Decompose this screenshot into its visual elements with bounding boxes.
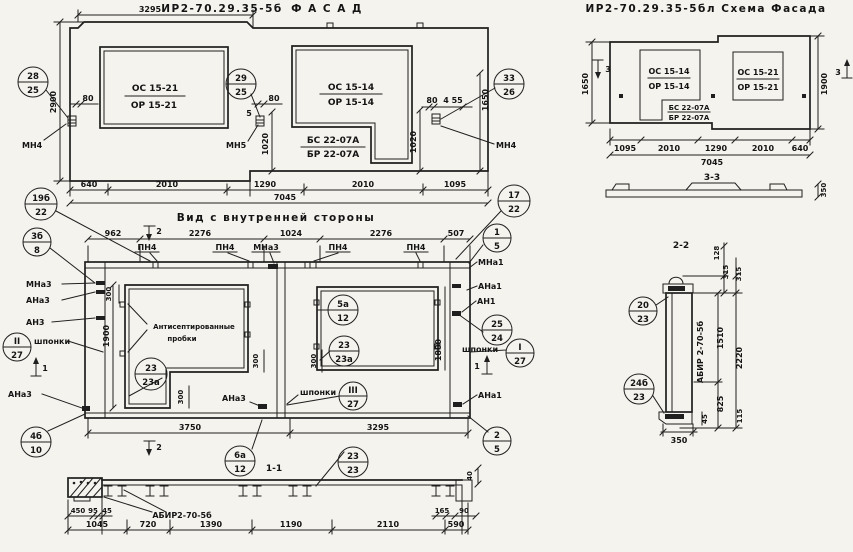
balloon-bottom: 8	[34, 246, 40, 256]
door-mark: БС 22-07А	[668, 104, 710, 112]
section-mark-1: 1	[474, 362, 480, 371]
balloon-top: II	[13, 337, 21, 347]
dim: 315	[735, 266, 743, 282]
dim: 1650	[481, 88, 490, 112]
dim: 962	[104, 229, 122, 238]
balloon-top: 4б	[30, 432, 42, 442]
section-mark-3: 3	[835, 68, 841, 77]
dim: 45	[701, 414, 709, 424]
section-2-2-drawing	[653, 241, 744, 445]
dim: 720	[139, 520, 157, 529]
dim-total: 7045	[700, 158, 724, 167]
dim: 95	[88, 507, 98, 515]
dim: 300	[105, 286, 113, 302]
shponki-label: шпонки	[300, 388, 337, 397]
dim: 2010	[155, 180, 179, 189]
facade-code: ИР2-70.29.35-5б	[161, 3, 283, 15]
pn4-label: ПН4	[137, 243, 157, 252]
dim: 300	[310, 353, 318, 369]
section-mark-2: 2	[156, 443, 162, 452]
section-mark-2: 2	[156, 227, 162, 236]
ana3-label: АНа3	[26, 296, 50, 305]
mna3-label: МНа3	[26, 280, 52, 289]
mna3-label: МНа3	[253, 243, 279, 252]
scheme-title: ИР2-70.29.35-5бл Схема Фасада	[585, 3, 827, 15]
inner-dimensions	[31, 282, 492, 456]
section-3-3-label: 3-3	[703, 173, 721, 183]
balloon-24b-23	[624, 374, 654, 404]
door-mark: БР 22-07А	[668, 114, 710, 122]
window-mark: ОС 15-21	[737, 68, 779, 77]
dim: 300	[177, 389, 185, 405]
dim: 3295	[366, 423, 390, 432]
mn4-label: МН4	[22, 141, 43, 150]
dim: 2220	[735, 346, 744, 370]
balloon-bottom: 10	[30, 446, 42, 456]
balloon-top: 29	[235, 74, 247, 84]
an1-label: АН1	[477, 297, 496, 306]
dim: 40	[466, 471, 474, 481]
dim: 3750	[178, 423, 202, 432]
door-mark: БС 22-07А	[306, 136, 360, 146]
balloon-2-5	[483, 427, 511, 455]
dim: 80	[82, 94, 94, 103]
balloon-top: 17	[508, 191, 520, 201]
inner-pn4-labels	[135, 243, 428, 263]
window-mark: ОС 15-21	[131, 84, 179, 94]
dim: 80	[426, 96, 438, 105]
dim: 1290	[253, 180, 277, 189]
scheme-loop-marks	[619, 94, 806, 98]
dim: 350	[820, 182, 828, 198]
balloon-23-23a-right	[329, 336, 359, 366]
balloon-top: 24б	[630, 379, 648, 389]
balloon-bottom: 27	[11, 351, 23, 361]
dim: 1190	[279, 520, 303, 529]
balloon-bottom: 23	[637, 315, 649, 325]
ana3-label: АНа3	[222, 394, 246, 403]
section-mark-3: 3	[605, 65, 611, 74]
dim: 350	[670, 436, 688, 445]
dim: 45	[102, 507, 112, 515]
balloon-top: 19б	[32, 194, 50, 204]
dim: 507	[447, 229, 465, 238]
balloon-bottom: 22	[35, 208, 47, 218]
balloon-bottom: 25	[27, 86, 39, 96]
balloon-6a-12	[225, 446, 255, 476]
dim: 640	[80, 180, 98, 189]
inner-side-labels	[8, 258, 504, 408]
dim: 1290	[704, 144, 728, 153]
dim: 1095	[613, 144, 637, 153]
balloon-bottom: 23а	[335, 355, 353, 365]
section-1-1-drawing	[65, 464, 481, 534]
balloon-19b-22	[25, 188, 57, 220]
balloon-bottom: 12	[337, 314, 349, 324]
balloon-17-22	[498, 185, 530, 217]
balloon-top: 23	[347, 452, 359, 462]
beam-code: АБИР2-70-5б	[152, 511, 212, 520]
balloon-top: 5а	[337, 300, 349, 310]
ana3-label: АНа3	[8, 390, 32, 399]
dim: 1390	[199, 520, 223, 529]
dim: 2010	[351, 180, 375, 189]
window-mark: ОР 15-14	[648, 82, 690, 91]
beam-cross-section	[68, 478, 102, 501]
dim: 165	[434, 507, 450, 515]
section-1-1-label: 1-1	[265, 464, 283, 474]
balloon-4b-10	[21, 427, 51, 457]
window-mark: ОР 15-21	[737, 83, 779, 92]
facade-window-left	[100, 47, 228, 128]
pn4-label: ПН4	[215, 243, 235, 252]
dim: 1020	[409, 130, 418, 154]
dim: 4 55	[443, 96, 463, 105]
dim: 2276	[188, 229, 212, 238]
balloon-23-23	[338, 447, 368, 477]
dim: 1900	[102, 324, 111, 348]
dim: 2010	[751, 144, 775, 153]
balloon-bottom: 5	[494, 445, 500, 455]
dim: 1045	[85, 520, 109, 529]
balloon-top: 2	[494, 431, 500, 441]
section-mark-1: 1	[42, 364, 48, 373]
section-3-3-profile	[606, 181, 828, 200]
ana1-label: АНа1	[478, 391, 502, 400]
balloon-bottom: 23	[633, 393, 645, 403]
plugs-note: пробки	[167, 335, 197, 343]
section-1-1-dimensions	[65, 465, 481, 534]
balloon-bottom: 25	[235, 88, 247, 98]
dim: 2900	[49, 90, 58, 114]
balloon-top: 20	[637, 301, 649, 311]
dim: 1900	[820, 72, 829, 96]
balloon-bottom: 24	[491, 334, 503, 344]
balloon-top: 28	[27, 72, 39, 82]
facade-dimensions	[49, 5, 491, 206]
section-2-2-label: 2-2	[672, 241, 690, 251]
dim: 5	[246, 109, 252, 118]
balloon-5a-12	[328, 295, 358, 325]
balloon-top: 6а	[234, 451, 246, 461]
balloon-bottom: 26	[503, 88, 515, 98]
dim: 1800	[434, 338, 443, 362]
balloon-I-27	[506, 339, 534, 367]
facade-title: Ф А С А Д	[291, 3, 363, 15]
balloon-bottom: 23а	[142, 378, 160, 388]
balloon-23-23a-left	[135, 358, 167, 390]
an3-label: АН3	[26, 318, 45, 327]
dim: 1020	[261, 132, 270, 156]
balloon-III-27	[339, 382, 367, 410]
dim-total: 7045	[273, 193, 297, 202]
balloon-25-24	[482, 315, 512, 345]
ana1-label: АНа1	[478, 282, 502, 291]
facade-window-right	[292, 46, 412, 163]
dim: 1510	[716, 326, 725, 350]
mna1-label: МНа1	[478, 258, 504, 267]
balloon-bottom: 27	[514, 357, 526, 367]
balloon-3b-8	[23, 228, 51, 256]
balloon-1-5	[483, 224, 511, 252]
dim: 90	[459, 507, 469, 515]
dim: 1650	[581, 72, 590, 96]
pn4-label: ПН4	[406, 243, 426, 252]
inner-window-left	[120, 285, 250, 408]
window-mark: ОС 15-14	[327, 83, 375, 93]
inner-view-drawing	[8, 212, 506, 486]
balloon-bottom: 12	[234, 465, 246, 475]
door-mark: БР 22-07А	[306, 150, 360, 160]
balloon-bottom: 22	[508, 205, 520, 215]
dim: 2276	[369, 229, 393, 238]
window-mark: ОР 15-21	[130, 101, 178, 111]
balloon-top: 3б	[31, 232, 43, 242]
balloon-33-26	[494, 69, 524, 99]
balloon-bottom: 27	[347, 400, 359, 410]
balloon-II-27	[3, 333, 31, 361]
dim: 300	[252, 353, 260, 369]
dim: 2010	[657, 144, 681, 153]
dim: 128	[713, 245, 721, 261]
shponki-label: шпонки	[34, 337, 71, 346]
inner-view-title: Вид с внутренней стороны	[176, 212, 376, 224]
balloon-top: 23	[145, 364, 157, 374]
dim: 450	[70, 507, 86, 515]
slab-section	[102, 480, 472, 501]
balloon-20-23	[629, 297, 657, 325]
dim: 1095	[443, 180, 467, 189]
dim: 3295	[138, 5, 162, 14]
shponki-label: шпонки	[462, 345, 499, 354]
balloon-top: I	[518, 343, 522, 353]
balloon-top: 33	[503, 74, 515, 84]
balloon-bottom: 23	[347, 466, 359, 476]
mn4-label: МН4	[496, 141, 517, 150]
mn5-label: МН5	[226, 141, 247, 150]
balloon-28-25	[18, 67, 48, 97]
window-mark: ОС 15-14	[648, 67, 690, 76]
window-mark: ОР 15-14	[327, 98, 375, 108]
dim: 80	[268, 94, 280, 103]
balloon-top: 23	[338, 341, 350, 351]
plugs-note: Антисептированные	[153, 323, 235, 331]
balloon-top: 25	[491, 320, 503, 330]
dim: 315	[722, 264, 730, 280]
balloon-top: III	[348, 386, 358, 396]
dim: 825	[716, 395, 725, 413]
beam-code-vertical: АБИР 2-70-5б	[696, 320, 705, 384]
scheme-drawing	[581, 3, 852, 200]
scheme-dimensions	[581, 33, 852, 167]
balloon-29-25	[226, 69, 256, 99]
dim: 115	[736, 408, 744, 424]
pn4-label: ПН4	[328, 243, 348, 252]
dim: 590	[447, 520, 465, 529]
dim: 2110	[376, 520, 400, 529]
balloon-top: 1	[494, 228, 500, 238]
dim: 1024	[279, 229, 303, 238]
balloon-bottom: 5	[494, 242, 500, 252]
dim: 640	[791, 144, 809, 153]
